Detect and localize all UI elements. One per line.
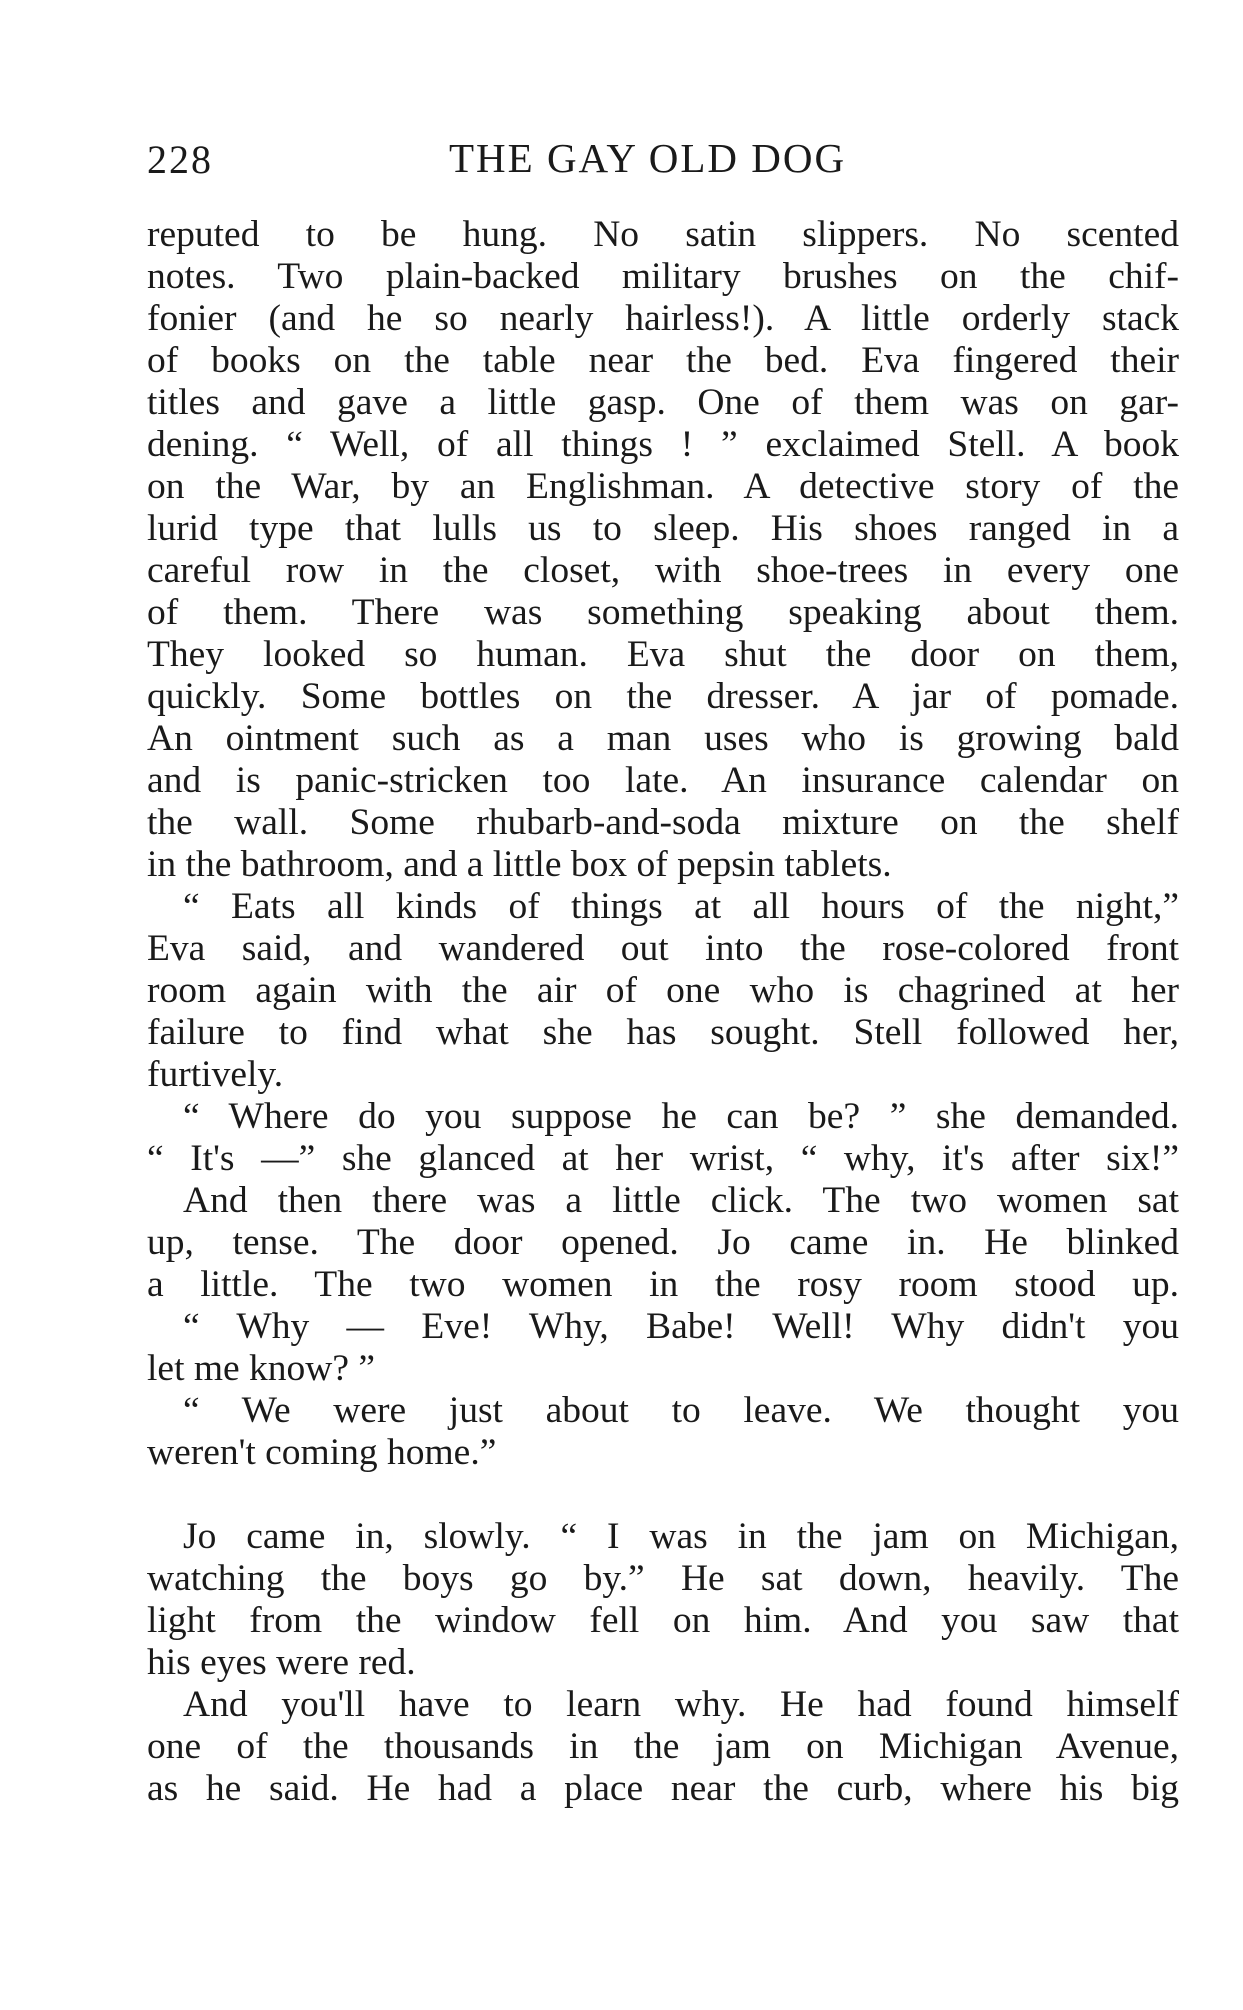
text-line: a little. The two women in the rosy room stood up. <box>147 1264 1179 1305</box>
text-line: dening. “ Well, of all things ! ” exclaimed Stell. A book <box>147 424 1179 465</box>
text-line: They looked so human. Eva shut the door on them, <box>147 634 1179 675</box>
text-line: Eva said, and wandered out into the rose-colored front <box>147 928 1179 969</box>
text-line: let me know? ” <box>147 1348 376 1389</box>
text-line: on the War, by an Englishman. A detective story of the <box>147 466 1179 507</box>
page-header <box>147 130 1179 200</box>
text-line: as he said. He had a place near the curb, where his big <box>147 1768 1179 1809</box>
text-line: careful row in the closet, with shoe-trees in every one <box>147 550 1179 591</box>
book-page <box>147 130 1179 1810</box>
text-line: lurid type that lulls us to sleep. His shoes ranged in a <box>147 508 1179 549</box>
text-line: one of the thousands in the jam on Michigan Avenue, <box>147 1726 1179 1767</box>
text-line: Jo came in, slowly. “ I was in the jam on Michigan, <box>183 1516 1179 1557</box>
text-line: weren't coming home.” <box>147 1432 497 1473</box>
page-number: 228 <box>147 137 213 182</box>
text-line: “ Why — Eve! Why, Babe! Well! Why didn't you <box>183 1306 1179 1347</box>
text-line: An ointment such as a man uses who is growing bald <box>147 718 1179 759</box>
text-line: room again with the air of one who is chagrined at her <box>147 970 1179 1011</box>
text-line: the wall. Some rhubarb-and-soda mixture on the shelf <box>147 802 1179 843</box>
text-line: “ We were just about to leave. We thought you <box>183 1390 1179 1431</box>
text-line: furtively. <box>147 1054 284 1095</box>
running-title: THE GAY OLD DOG <box>449 135 847 181</box>
text-line: of books on the table near the bed. Eva fingered their <box>147 340 1179 381</box>
text-line: his eyes were red. <box>147 1642 416 1683</box>
body-text <box>147 214 1179 1810</box>
text-line: up, tense. The door opened. Jo came in. He blinked <box>147 1222 1179 1263</box>
text-line: of them. There was something speaking about them. <box>147 592 1179 633</box>
text-line: “ It's —” she glanced at her wrist, “ why, it's after six!” <box>147 1138 1179 1179</box>
text-line: failure to find what she has sought. Stell followed her, <box>147 1012 1179 1053</box>
text-line: light from the window fell on him. And you saw that <box>147 1600 1179 1641</box>
section-break <box>147 1474 1179 1516</box>
text-line: “ Eats all kinds of things at all hours of the night,” <box>183 886 1179 927</box>
text-line: in the bathroom, and a little box of pepsin tablets. <box>147 844 892 885</box>
text-line: fonier (and he so nearly hairless!). A little orderly stack <box>147 298 1179 339</box>
text-line: and is panic-stricken too late. An insurance calendar on <box>147 760 1179 801</box>
text-line: watching the boys go by.” He sat down, heavily. The <box>147 1558 1179 1599</box>
text-line: And you'll have to learn why. He had found himself <box>183 1684 1179 1725</box>
text-line: reputed to be hung. No satin slippers. No scented <box>147 214 1179 255</box>
text-line: quickly. Some bottles on the dresser. A jar of pomade. <box>147 676 1179 717</box>
text-line: titles and gave a little gasp. One of them was on gar- <box>147 382 1179 423</box>
text-line: And then there was a little click. The two women sat <box>183 1180 1179 1221</box>
text-line: “ Where do you suppose he can be? ” she demanded. <box>183 1096 1179 1137</box>
text-line: notes. Two plain-backed military brushes on the chif- <box>147 256 1179 297</box>
